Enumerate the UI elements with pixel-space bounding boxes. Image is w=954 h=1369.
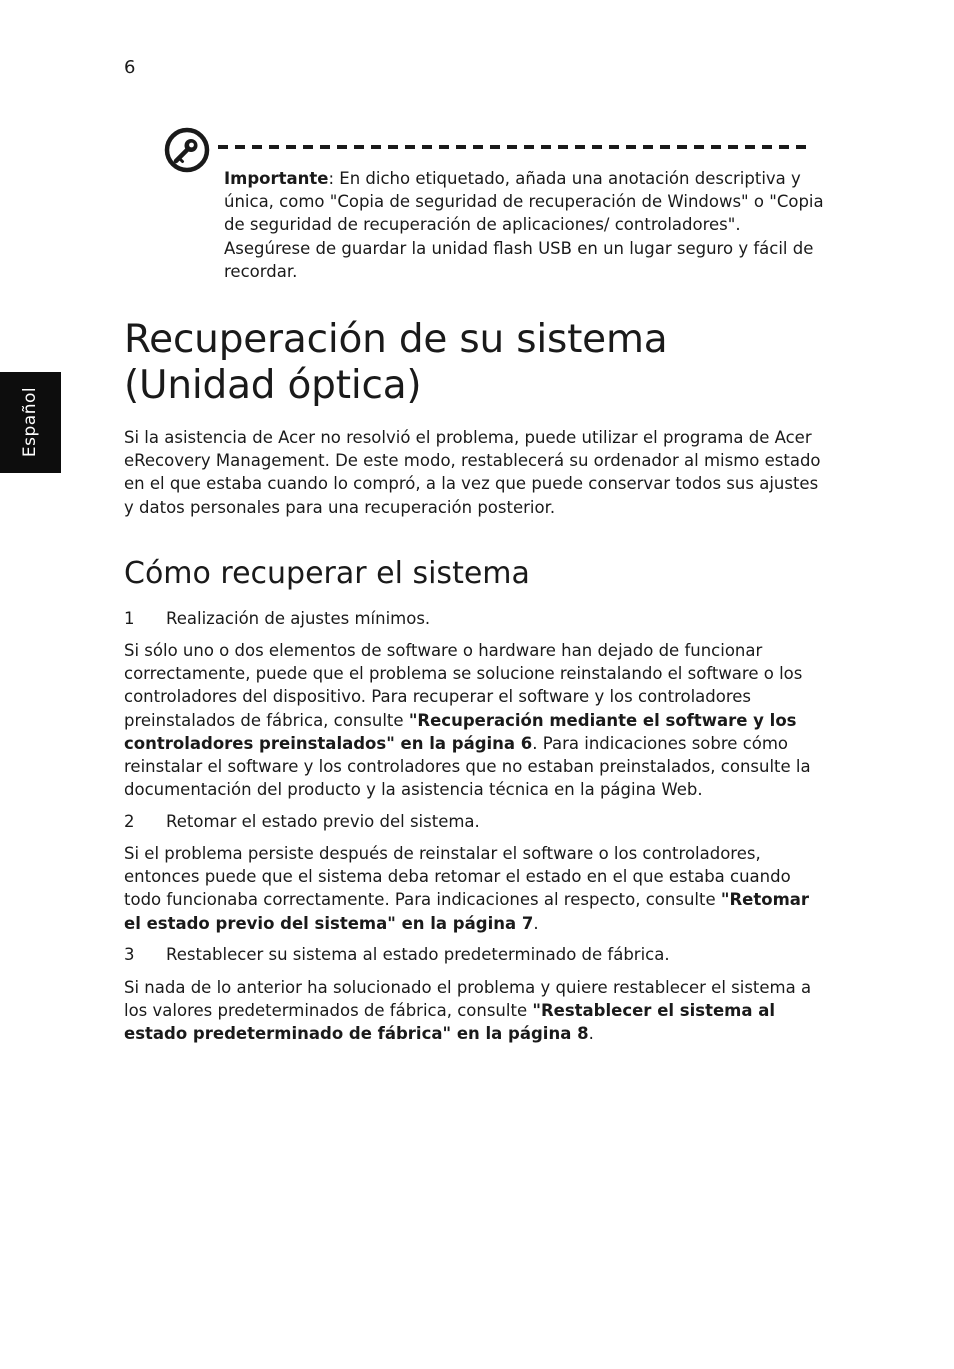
step-3-text-after: . [588, 1024, 594, 1044]
step-1-label: Realización de ajustes mínimos. [166, 609, 431, 628]
step-1-number: 1 [124, 609, 135, 628]
page-number: 6 [124, 57, 136, 78]
important-note-text: : En dicho etiquetado, añada una anotación descriptiva y única, como "Copia de seguridad de recuperación de Windows" o "Copia de seguridad de recuperación de aplicaciones/ controladores". Asegúrese de guardar la unidad flash USB en un lugar seguro y fácil de recordar. [224, 169, 824, 281]
step-1-cross-reference-link[interactable]: "Recuperación mediante el software y los controladores preinstalados" en la página 6 [124, 710, 797, 753]
step-2-text-after: . [533, 913, 539, 933]
step-2-number: 2 [124, 812, 135, 831]
section-title-line2: (Unidad óptica) [124, 363, 422, 408]
step-2-label-row [124, 810, 824, 833]
step-3-label: Restablecer su sistema al estado predeterminado de fábrica. [166, 945, 670, 964]
step-3-text-before: Si nada de lo anterior ha solucionado el problema y quiere restablecer el sistema a los valores predeterminados de fábrica, consulte [124, 978, 812, 1021]
step-3-cross-reference-link[interactable]: "Restablecer el sistema al estado predeterminado de fábrica" en la página 8 [124, 1001, 776, 1044]
step-1-text-before: Si sólo uno o dos elementos de software o hardware han dejado de funcionar correctamente, puede que el problema se solucione reinstalando el software o los controladores del dispositivo. Para recuperar el software y los controladores preinstalados de fábrica, consulte [124, 641, 803, 730]
step-1-body [124, 639, 824, 801]
important-note-label: Importante [224, 169, 329, 188]
section-title-line1: Recuperación de su sistema [124, 317, 668, 362]
language-side-tab-label: Español [20, 386, 40, 458]
step-1-text-after: . Para indicaciones sobre cómo reinstalar el software y los controladores que no estaban preinstalados, consulte la documentación del producto y la asistencia técnica en la página Web. [124, 733, 811, 800]
subsection-title: Cómo recuperar el sistema [124, 556, 530, 591]
step-3-body [124, 976, 824, 1046]
step-2-text-before: Si el problema persiste después de reinstalar el software o los controladores, entonces puede que el sistema deba retomar el estado en el que estaba cuando todo funcionaba correctamente. Para indicaciones al respecto, consulte [124, 844, 791, 910]
step-2-cross-reference-link[interactable]: "Retomar el estado previo del sistema" en la página 7 [124, 890, 810, 933]
important-note [224, 167, 824, 283]
step-3-label-row [124, 943, 824, 966]
step-2-body [124, 842, 824, 935]
section-intro: Si la asistencia de Acer no resolvió el problema, puede utilizar el programa de Acer eRecovery Management. De este modo, restablecerá su ordenador al mismo estado en el que estaba cuando lo compró, a la vez que puede conservar todos sus ajustes y datos personales para una recuperación posterior. [124, 428, 821, 517]
step-1-label-row [124, 607, 824, 630]
note-dashed-rule [218, 145, 806, 149]
language-side-tab [0, 372, 61, 473]
step-3-number: 3 [124, 945, 135, 964]
step-2-label: Retomar el estado previo del sistema. [166, 812, 480, 831]
key-icon [164, 127, 210, 173]
section-title [124, 317, 824, 409]
